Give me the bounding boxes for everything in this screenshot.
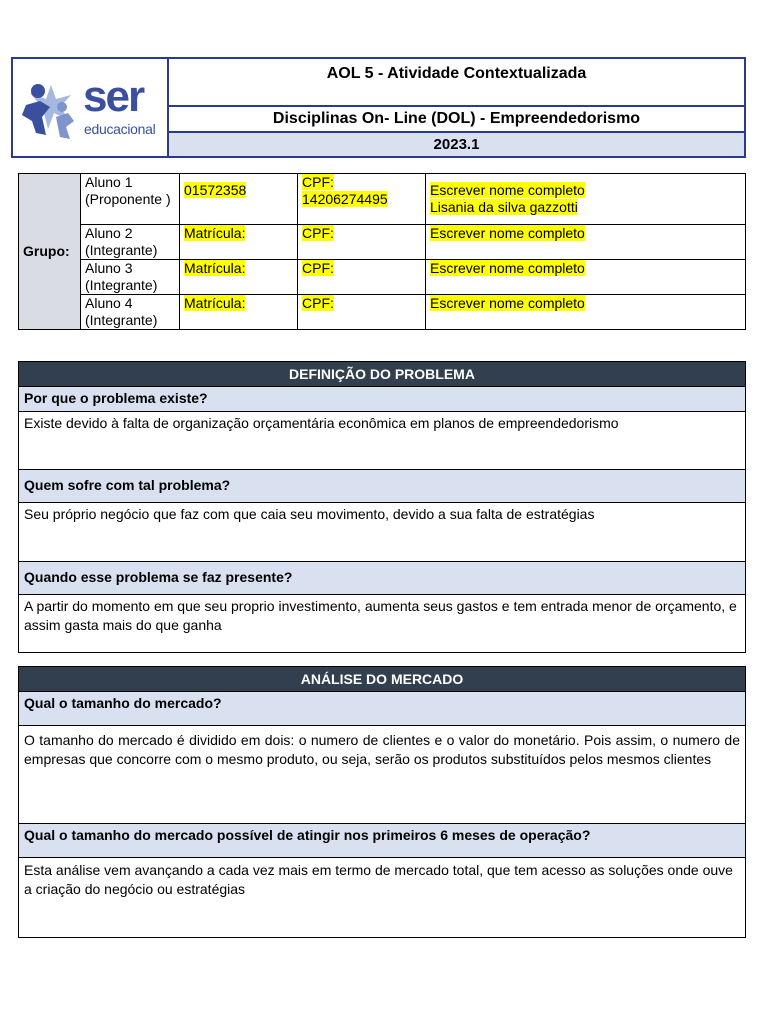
table-row: [19, 295, 746, 330]
aluno-cell: Aluno 4 (Integrante): [81, 295, 180, 330]
aluno-cell: Aluno 2 (Integrante): [81, 225, 180, 260]
matricula-field[interactable]: Matrícula:: [184, 260, 246, 276]
matricula-value[interactable]: 01572358: [184, 182, 247, 198]
table-row: [19, 174, 746, 225]
cpf-label: CPF:: [302, 174, 334, 190]
group-table: [18, 173, 746, 330]
section-heading: ANÁLISE DO MERCADO: [19, 667, 745, 692]
table-row: [19, 260, 746, 295]
nome-value[interactable]: Lisania da silva gazzotti: [430, 199, 578, 215]
answer-field[interactable]: Existe devido à falta de organização orçamentária econômica em planos de empreendedorismo: [19, 412, 745, 470]
question-label: Qual o tamanho do mercado?: [19, 692, 745, 726]
question-label: Qual o tamanho do mercado possível de atingir nos primeiros 6 meses de operação?: [19, 824, 745, 858]
aluno-cell: Aluno 3 (Integrante): [81, 260, 180, 295]
answer-field[interactable]: Esta análise vem avançando a cada vez mais em termo de mercado total, que tem acesso as soluções onde ouve a criação do negócio ou estratégias: [24, 862, 733, 897]
problem-definition-section: [18, 361, 746, 653]
ser-educacional-logo-icon: [16, 77, 86, 147]
cpf-field[interactable]: CPF:: [302, 260, 334, 276]
answer-field[interactable]: A partir do momento em que seu proprio investimento, aumenta seus gastos e tem entrada menor de orçamento, e assim gasta mais do que ganha: [24, 598, 737, 633]
group-label: Grupo:: [19, 174, 81, 330]
nome-label: Escrever nome completo: [430, 182, 585, 198]
matricula-field[interactable]: Matrícula:: [184, 225, 246, 241]
answer-field[interactable]: O tamanho do mercado é dividido em dois: o numero de clientes e o valor do monetário. Pois assim, o numero de empresas que concorre com o mesmo produto, ou seja, serão os produtos substituídos pelos mesmos clientes: [19, 726, 745, 824]
cpf-field[interactable]: CPF:: [302, 295, 334, 311]
nome-field[interactable]: Escrever nome completo: [430, 225, 585, 241]
year-label: 2023.1: [169, 133, 744, 156]
cpf-field[interactable]: CPF:: [302, 225, 334, 241]
answer-field[interactable]: Seu próprio negócio que faz com que caia seu movimento, devido a sua falta de estratégias: [19, 503, 745, 562]
question-label: Por que o problema existe?: [19, 387, 745, 412]
nome-field[interactable]: Escrever nome completo: [430, 260, 585, 276]
matricula-field[interactable]: Matrícula:: [184, 295, 246, 311]
logo-subtext: educacional: [84, 121, 156, 137]
market-analysis-section: [18, 666, 746, 938]
logo-wordmark: ser: [83, 72, 144, 121]
table-row: [19, 225, 746, 260]
page-title: AOL 5 - Atividade Contextualizada: [169, 59, 744, 107]
section-heading: DEFINIÇÃO DO PROBLEMA: [19, 362, 745, 387]
logo-cell: [13, 59, 169, 156]
question-label: Quando esse problema se faz presente?: [19, 562, 745, 595]
document-header: [11, 57, 746, 158]
nome-field[interactable]: Escrever nome completo: [430, 295, 585, 311]
discipline-title: Disciplinas On- Line (DOL) - Empreendedorismo: [169, 107, 744, 133]
cpf-value[interactable]: 14206274495: [302, 191, 388, 207]
aluno-cell: Aluno 1 (Proponente ): [81, 174, 180, 225]
question-label: Quem sofre com tal problema?: [19, 470, 745, 503]
